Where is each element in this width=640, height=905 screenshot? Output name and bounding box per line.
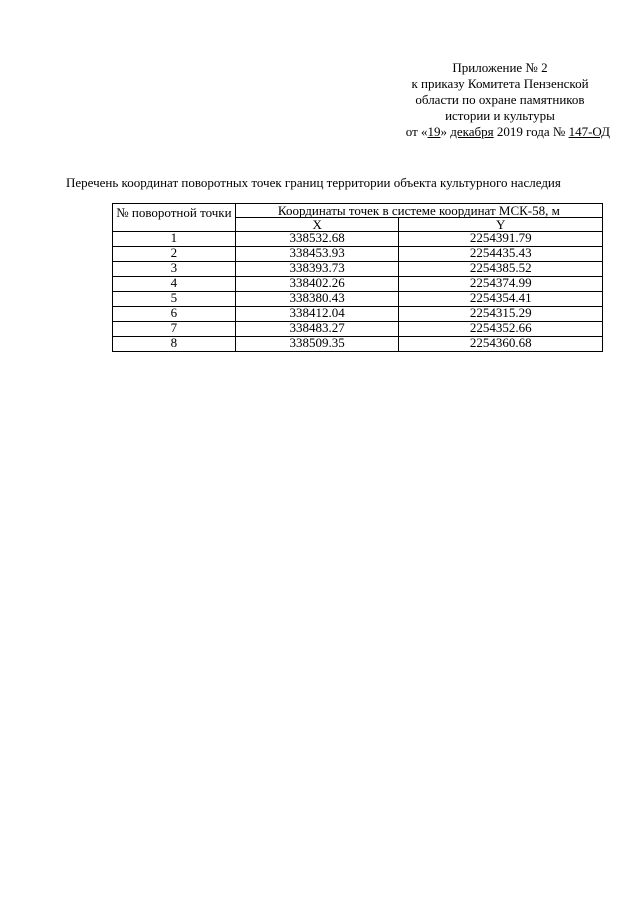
coord-x: 338483.27 [235,322,399,337]
point-number: 7 [113,322,236,337]
header-coordinates: Координаты точек в системе координат МСК-58, м [235,204,602,218]
annex-order-ref: к приказу Комитета Пензенской [411,76,589,91]
header-point-number: № поворотной точки [113,204,236,232]
order-number: 147-ОД [568,124,610,139]
date-prefix: от « [405,124,428,139]
coord-y: 2254391.79 [399,232,603,247]
coord-y: 2254352.66 [399,322,603,337]
coord-x: 338412.04 [235,307,399,322]
annex-header [350,60,610,140]
header-x: X [235,218,399,232]
coordinates-table [112,203,603,352]
coord-y: 2254385.52 [399,262,603,277]
coord-y: 2254354.41 [399,292,603,307]
annex-committee-cont: истории и культуры [445,108,555,123]
annex-committee: области по охране памятников [415,92,585,107]
annex-title: Приложение № 2 [452,60,548,75]
coord-x: 338453.93 [235,247,399,262]
date-month: декабря [450,124,494,139]
coord-y: 2254360.68 [399,337,603,352]
point-number: 4 [113,277,236,292]
date-year: 2019 года № [493,124,569,139]
header-y: Y [399,218,603,232]
coord-x: 338393.73 [235,262,399,277]
annex-date-line [350,124,610,140]
coord-y: 2254374.99 [399,277,603,292]
coord-y: 2254315.29 [399,307,603,322]
coord-y: 2254435.43 [399,247,603,262]
point-number: 3 [113,262,236,277]
coord-x: 338509.35 [235,337,399,352]
document-title: Перечень координат поворотных точек границ территории объекта культурного наследия [66,175,561,190]
table-row [113,337,603,352]
point-number: 5 [113,292,236,307]
point-number: 2 [113,247,236,262]
coord-x: 338402.26 [235,277,399,292]
point-number: 1 [113,232,236,247]
date-day: 19 [427,124,441,139]
date-mid: » [440,124,451,139]
point-number: 8 [113,337,236,352]
coord-x: 338532.68 [235,232,399,247]
coord-x: 338380.43 [235,292,399,307]
point-number: 6 [113,307,236,322]
